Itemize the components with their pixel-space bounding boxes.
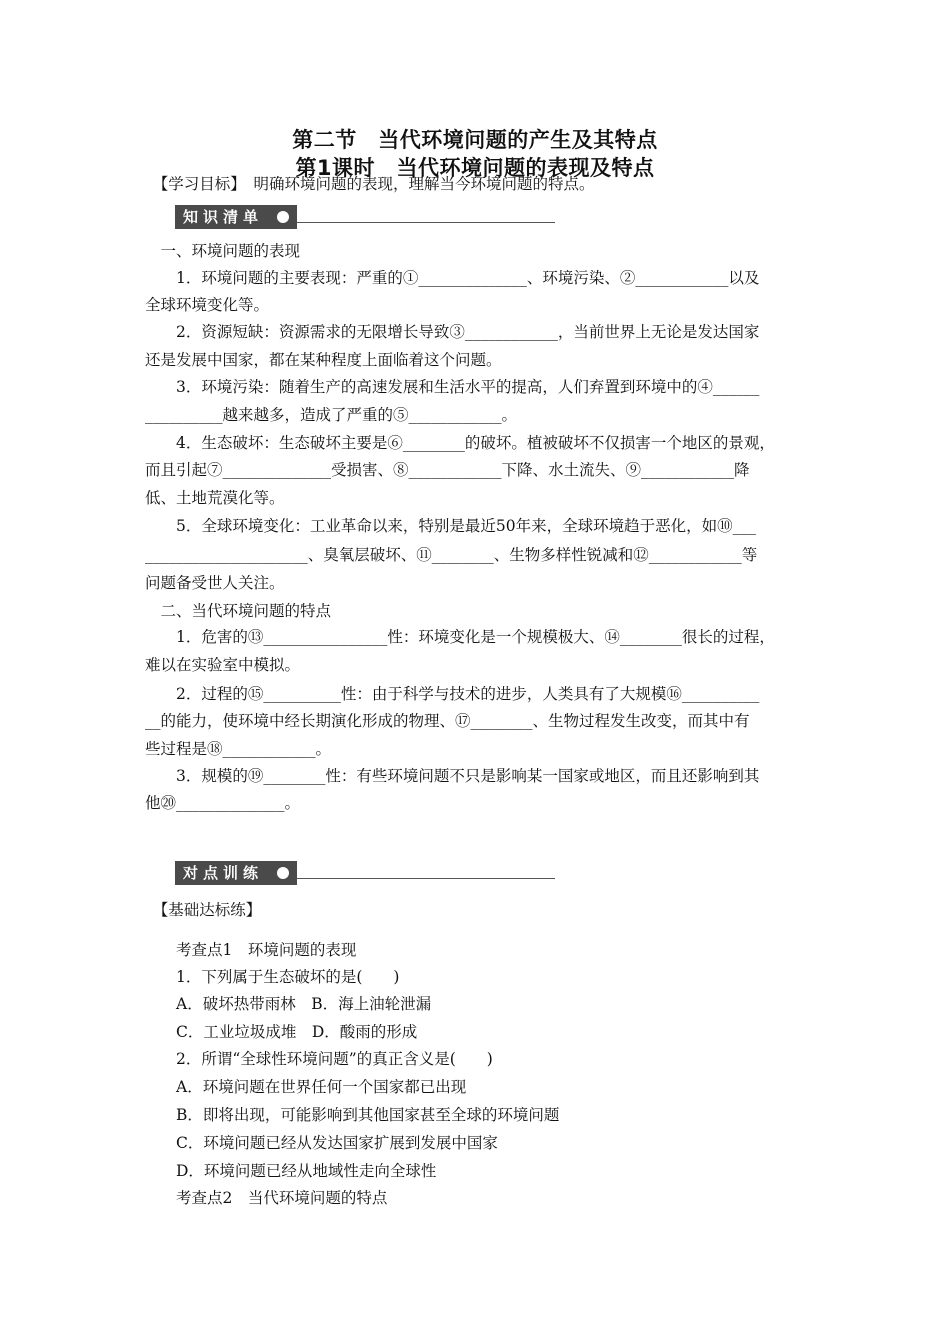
text-line: 些过程是⑱____________。 [145,740,332,758]
text-line: 还是发展中国家，都在某种程度上面临着这个问题。 [145,351,502,369]
text-line: 2．所谓“全球性环境问题”的真正含义是( ) [145,1050,493,1068]
text-line: 1．环境问题的主要表现：严重的①______________、环境污染、②____________以及 [145,269,760,287]
lesson-title: 第1课时 当代环境问题的表现及特点 [295,156,655,180]
text-line: 5．全球环境变化：工业革命以来，特别是最近50年来，全球环境趋于恶化，如⑩___ [145,517,756,535]
header-label: 知识清单 [175,205,297,229]
text-line: 【基础达标练】 [145,901,262,919]
text-line: 4．生态破坏：生态破坏主要是⑥________的破坏。植被破坏不仅损害一个地区的景观， [145,434,775,452]
text-line: A．破坏热带雨林 B．海上油轮泄漏 [145,995,432,1013]
text-line: __________越来越多，造成了严重的⑤____________。 [145,406,518,424]
text-line: 考查点1 环境问题的表现 [145,941,357,959]
header-rule [297,222,555,223]
text-line: 考查点2 当代环境问题的特点 [145,1189,388,1207]
header-rule [297,878,555,879]
text-line: A．环境问题在世界任何一个国家都已出现 [145,1078,467,1096]
header-label: 对点训练 [175,861,297,885]
text-line: C．环境问题已经从发达国家扩展到发展中国家 [145,1134,498,1152]
section-title: 第二节 当代环境问题的产生及其特点 [292,128,658,152]
text-line: 2．资源短缺：资源需求的无限增长导致③____________，当前世界上无论是发达国家 [145,323,760,341]
text-line: 问题备受世人关注。 [145,574,285,592]
text-line: B．即将出现，可能影响到其他国家甚至全球的环境问题 [145,1106,560,1124]
text-line: 【学习目标】 明确环境问题的表现，理解当今环境问题的特点。 [145,175,595,193]
text-line: C．工业垃圾成堆 D．酸雨的形成 [145,1023,418,1041]
text-line: 全球环境变化等。 [145,296,270,314]
text-line: 一、环境问题的表现 [145,242,301,260]
text-line: 2．过程的⑮__________性：由于科学与技术的进步，人类具有了大规模⑯__________ [145,685,760,703]
text-line: 低、土地荒漠化等。 [145,489,285,507]
bullet-dot-icon [277,211,289,223]
text-line: D．环境问题已经从地域性走向全球性 [145,1162,437,1180]
text-line: 他⑳______________。 [145,794,301,812]
text-line: _____________________、臭氧层破坏、⑪________、生物多样性锐减和⑫____________等 [145,546,758,564]
text-line: 二、当代环境问题的特点 [145,602,332,620]
bullet-dot-icon [277,867,289,879]
text-line: 难以在实验室中模拟。 [145,656,301,674]
text-line: 1．下列属于生态破坏的是( ) [145,968,400,986]
text-line: 1．危害的⑬________________性：环境变化是一个规模极大、⑭________很长的过程， [145,628,775,646]
text-line: 而且引起⑦______________受损害、⑧____________下降、水土流失、⑨____________降 [145,461,750,479]
text-line: __的能力，使环境中经长期演化形成的物理、⑰________、生物过程发生改变，而其中有 [145,712,750,730]
text-line: 3．环境污染：随着生产的高速发展和生活水平的提高，人们弃置到环境中的④______ [145,378,760,396]
text-line: 3．规模的⑲________性：有些环境问题不只是影响某一国家或地区，而且还影响到其 [145,767,760,785]
